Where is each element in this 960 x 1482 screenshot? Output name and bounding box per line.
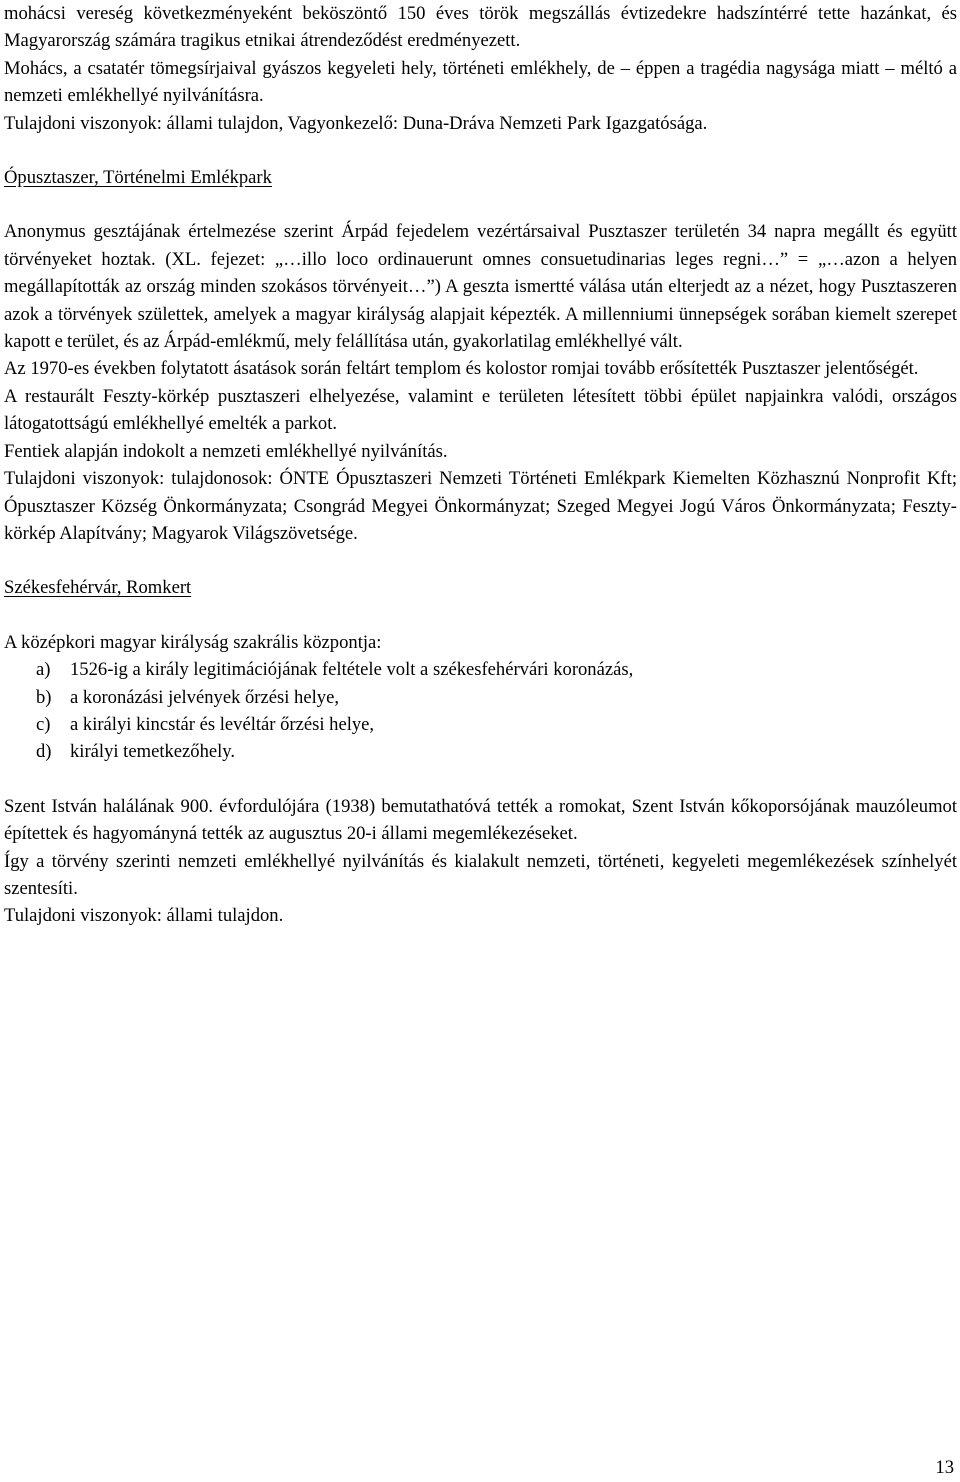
szekesfehervar-ownership: Tulajdoni viszonyok: állami tulajdon. xyxy=(4,905,284,927)
szekesfehervar-paragraph-2: Így a törvény szerinti nemzeti emlékhellyé nyilvánítás és kialakult nemzeti, történeti, kegyeleti megemlékezések színhelyét szentesíti. xyxy=(4,850,957,899)
list-item xyxy=(4,684,957,711)
opusztaszer-paragraph-2: Az 1970-es években folytatott ásatások során feltárt templom és kolostor romjai tovább erősítették Pusztaszer jelentőségét. xyxy=(4,358,919,380)
szekesfehervar-paragraph-1: Szent István halálának 900. évfordulójára (1938) bemutathatóvá tették a romokat, Szent István kőkoporsójának mauzóleumot építettek és hagyományná tették az augusztus 20-i állami megemlékezéseket. xyxy=(4,795,957,845)
list-item xyxy=(4,656,957,683)
list-marker: a) xyxy=(36,659,51,681)
page-number: 13 xyxy=(935,1457,954,1478)
list-item-text: a királyi kincstár és levéltár őrzési helye, xyxy=(70,713,375,735)
szekesfehervar-intro: A középkori magyar királyság szakrális központja: xyxy=(4,631,382,653)
list-item-text: 1526-ig a király legitimációjának feltétele volt a székesfehérvári koronázás, xyxy=(70,659,634,681)
szekesfehervar-heading: Székesfehérvár, Romkert xyxy=(4,577,192,599)
opusztaszer-paragraph-3: A restaurált Feszty-körkép pusztaszeri elhelyezése, valamint e területen létesített többi épület napjainkra valódi, országos látogatottságú emlékhellyé emelték a parkot. xyxy=(4,385,957,435)
list-marker: d) xyxy=(36,741,52,763)
mohacs-paragraph-1: mohácsi vereség következményeként beköszöntő 150 éves török megszállás évtizedekre hadszíntérré tette hazánkat, és Magyarország számára tragikus etnikai átrendeződést eredményezett. xyxy=(4,3,957,52)
opusztaszer-ownership: Tulajdoni viszonyok: tulajdonosok: ÓNTE Ópusztaszeri Nemzeti Történeti Emlékpark Kiemelten Közhasznú Nonprofit Kft; Ópusztaszer Község Önkormányzata; Csongrád Megyei Önkormányzat; Szeged Megyei Jogú Város Önkormányzata; Feszty-körkép Alapítvány; Magyarok Világszövetsége. xyxy=(4,468,957,544)
list-item xyxy=(4,711,957,738)
list-item-text: királyi temetkezőhely. xyxy=(70,741,236,763)
szekesfehervar-list xyxy=(4,656,957,766)
opusztaszer-paragraph-1: Anonymus gesztájának értelmezése szerint Árpád fejedelem vezértársaival Pusztaszer területén 34 napra megállt és együtt törvényeket hoztak. (XL. fejezet: „…illo loco ordinauerunt omnes consuetudinarias leges regni…” = „…azon a helyen megállapították az ország minden szokásos törvényeit…”) A geszta ismertté válása után elterjedt az a nézet, hogy Pusztaszeren azok a törvények születtek, amelyek a magyar királyság alapjait képezték. A millenniumi ünnepségek sorában kiemelt szerepet kapott e terület, és az Árpád-emlékmű, mely felállítása után, gyakorlatilag emlékhellyé vált. xyxy=(4,221,957,353)
list-item xyxy=(4,738,957,765)
list-marker: c) xyxy=(36,713,51,735)
mohacs-paragraph-2: Mohács, a csatatér tömegsírjaival gyászos kegyeleti hely, történeti emlékhely, de – éppen a tragédia nagysága miatt – méltó a nemzeti emlékhellyé nyilvánításra. xyxy=(4,57,957,107)
list-marker: b) xyxy=(36,686,52,708)
section-szekesfehervar xyxy=(4,574,957,929)
section-opusztaszer xyxy=(4,164,957,547)
document-page xyxy=(4,0,957,930)
mohacs-ownership: Tulajdoni viszonyok: állami tulajdon, Vagyonkezelő: Duna-Dráva Nemzeti Park Igazgatósága. xyxy=(4,112,708,134)
section-mohacs xyxy=(4,0,957,137)
opusztaszer-paragraph-4: Fentiek alapján indokolt a nemzeti emlékhellyé nyilvánítás. xyxy=(4,440,448,462)
list-item-text: a koronázási jelvények őrzési helye, xyxy=(70,686,339,708)
opusztaszer-heading: Ópusztaszer, Történelmi Emlékpark xyxy=(4,167,272,189)
